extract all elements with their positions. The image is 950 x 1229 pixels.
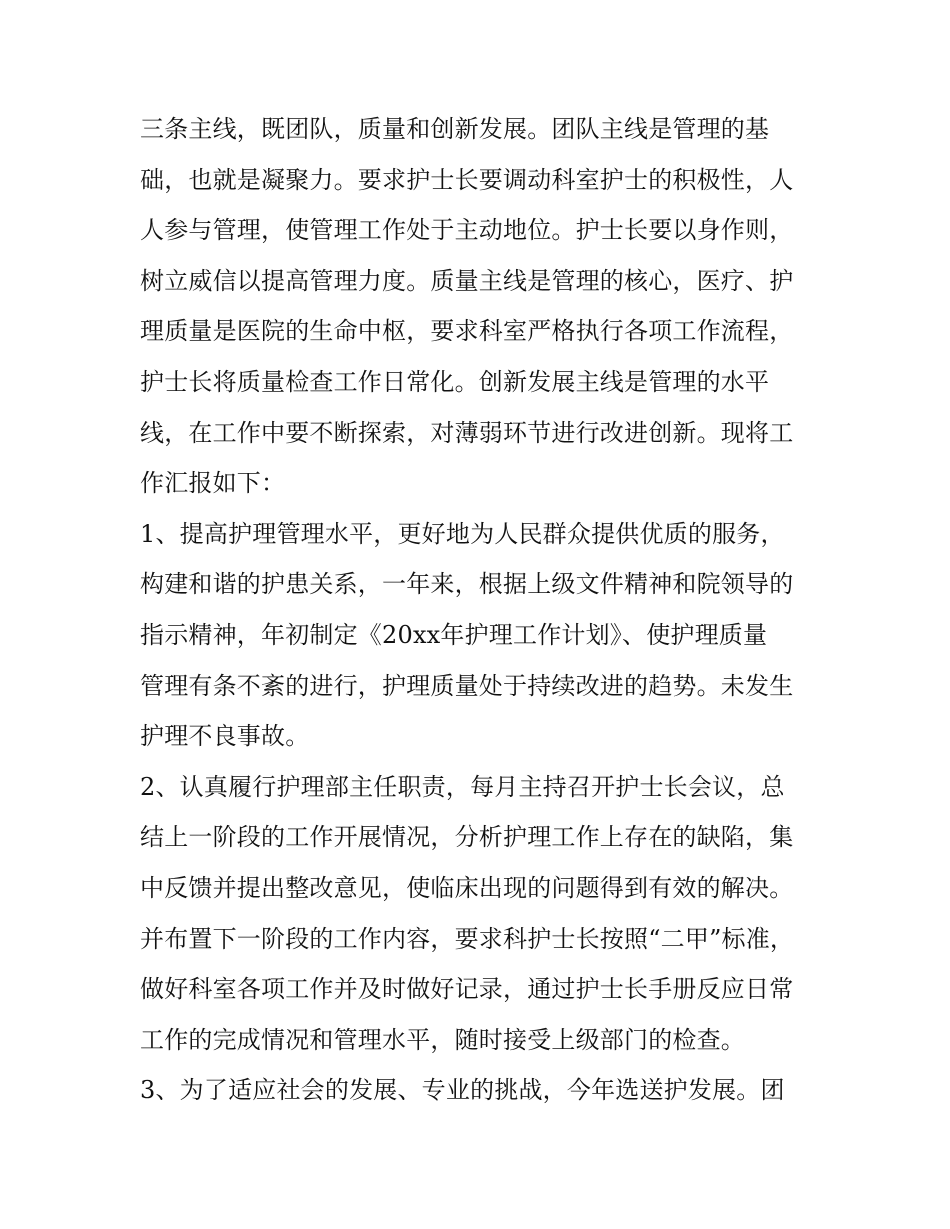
text-line: 1、提高护理管理水平，更好地为人民群众提供优质的服务，	[140, 519, 785, 548]
text-line: 2、认真履行护理部主任职责，每月主持召开护士长会议，总	[140, 772, 785, 801]
text-line: 中反馈并提出整改意见，使临床出现的问题得到有效的解决。	[140, 873, 794, 902]
text-line: 并布置下一阶段的工作内容，要求科护士长按照“二甲”标准，	[140, 924, 795, 953]
text-line: 护理不良事故。	[140, 722, 310, 751]
text-line: 工作的完成情况和管理水平，随时接受上级部门的检查。	[140, 1025, 745, 1054]
text-line: 树立威信以提高管理力度。质量主线是管理的核心，医疗、护	[140, 266, 794, 295]
text-line: 构建和谐的护患关系，一年来，根据上级文件精神和院领导的	[140, 570, 794, 599]
text-line: 人参与管理，使管理工作处于主动地位。护士长要以身作则，	[140, 216, 794, 245]
body-text	[140, 104, 820, 1116]
text-line: 理质量是医院的生命中枢，要求科室严格执行各项工作流程，	[140, 317, 794, 346]
text-line: 结上一阶段的工作开展情况，分析护理工作上存在的缺陷，集	[140, 823, 794, 852]
text-line: 三条主线，既团队，质量和创新发展。团队主线是管理的基	[140, 115, 770, 143]
text-line: 线，在工作中要不断探索，对薄弱环节进行改进创新。现将工	[140, 418, 794, 447]
text-line: 护士长将质量检查工作日常化。创新发展主线是管理的水平	[140, 367, 770, 396]
text-line: 做好科室各项工作并及时做好记录，通过护士长手册反应日常	[140, 975, 794, 1004]
text-line: 作汇报如下：	[140, 469, 286, 498]
text-line: 指示精神，年初制定《20xx年护理工作计划》、使护理质量	[140, 620, 768, 649]
text-line: 础，也就是凝聚力。要求护士长要调动科室护士的积极性，人	[140, 165, 794, 194]
text-line: 管理有条不紊的进行，护理质量处于持续改进的趋势。未发生	[140, 671, 794, 700]
text-line: 3、为了适应社会的发展、专业的挑战，今年选送护发展。团	[140, 1076, 785, 1105]
